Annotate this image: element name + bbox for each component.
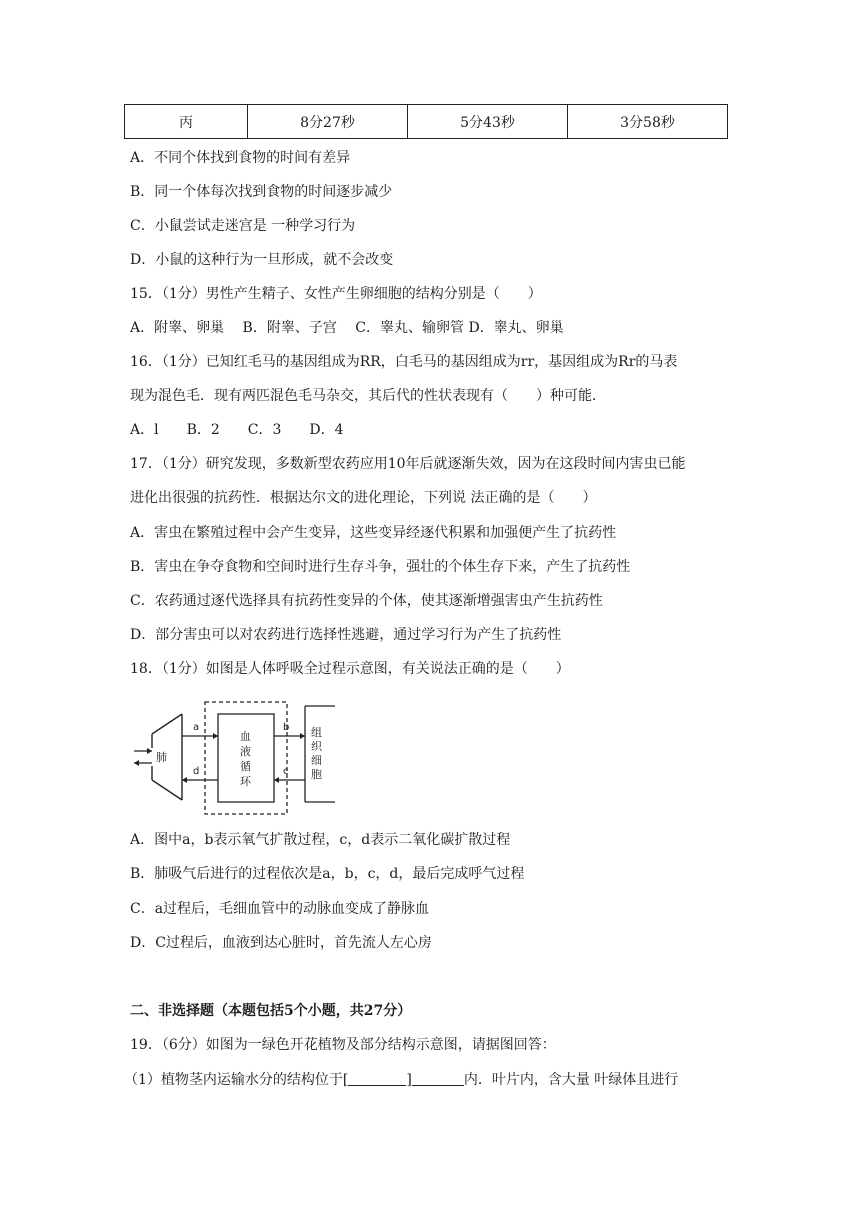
arrow-d: [182, 777, 218, 783]
arrow-c: [274, 777, 305, 783]
q15-stem: 15．（1分）男性产生精子、女性产生卵细胞的结构分别是（ ）: [130, 286, 542, 302]
q17-option-a: A．害虫在繁殖过程中会产生变异，这些变异经逐代积累和加强便产生了抗药性: [130, 525, 617, 541]
section-2-title: 二、非选择题（本题包括5个小题，共27分）: [130, 1003, 412, 1019]
q19-part1-text-a: （1）植物茎内运输水分的结构位于[: [124, 1072, 349, 1088]
table-cell-trial2: 5分43秒: [408, 105, 568, 139]
q16-stem-line2: 现为混色毛．现有两匹混色毛马杂交，其后代的性状表现有（ ）种可能．: [130, 388, 606, 404]
q17-option-b: B．害虫在争夺食物和空间时进行生存斗争，强壮的个体生存下来，产生了抗药性: [130, 559, 631, 575]
airway-arrows: [134, 748, 152, 766]
arrow-a: [182, 733, 218, 739]
respiration-diagram: [130, 690, 345, 824]
q18-option-d: D．C过程后，血液到达心脏时，首先流人左心房: [130, 935, 432, 951]
q14-option-d: D．小鼠的这种行为一旦形成，就不会改变: [130, 252, 394, 268]
arrow-label-a: a: [193, 722, 200, 733]
blood-label-2: 液: [240, 745, 251, 758]
arrow-label-d: d: [193, 766, 200, 777]
table-row: [125, 105, 728, 139]
lung-label: 肺: [156, 751, 167, 764]
q19-stem: 19．（6分）如图为一绿色开花植物及部分结构示意图，请据图回答：: [130, 1037, 556, 1053]
q17-stem-line1: 17．（1分）研究发现，多数新型农药应用10年后就逐渐失效，因为在这段时间内害虫已能: [130, 456, 686, 472]
blood-circulation-box: [218, 714, 274, 802]
results-table: [124, 104, 728, 139]
dashed-boundary: [205, 702, 290, 814]
blood-label-4: 环: [240, 775, 251, 788]
q17-stem-line2: 进化出很强的抗药性．根据达尔文的进化理论，下列说 法正确的是（ ）: [130, 490, 597, 506]
arrow-label-c: c: [283, 766, 289, 777]
tissue-label-4: 胞: [311, 768, 322, 781]
q18-option-a: A．图中a，b表示氧气扩散过程，c，d表示二氧化碳扩散过程: [130, 832, 511, 848]
answer-blank-1[interactable]: [348, 1071, 406, 1086]
q16-stem-line1: 16．（1分）已知红毛马的基因组成为RR，白毛马的基因组成为rr，基因组成为Rr的马表: [130, 354, 678, 370]
q19-part1-text-c: 内．叶片内，含大量 叶绿体且进行: [463, 1072, 679, 1088]
table-cell-trial3: 3分58秒: [568, 105, 728, 139]
answer-blank-2[interactable]: [412, 1071, 464, 1086]
q18-option-c: C．a过程后，毛细血管中的动脉血变成了静脉血: [130, 901, 430, 917]
blood-label-1: 血: [240, 730, 251, 743]
tissue-label-3: 细: [311, 754, 322, 767]
blood-label-3: 循: [240, 760, 251, 773]
q16-options: A．l B．2 C．3 D．4: [130, 422, 344, 438]
q18-stem: 18．（1分）如图是人体呼吸全过程示意图，有关说法正确的是（ ）: [130, 661, 570, 677]
q19-part1: [124, 1071, 678, 1089]
q18-option-b: B．肺吸气后进行的过程依次是a，b，c，d，最后完成呼气过程: [130, 866, 525, 882]
table-cell-group: 丙: [125, 105, 248, 139]
q19-part1-text-b: ]: [406, 1072, 412, 1088]
table-cell-trial1: 8分27秒: [248, 105, 408, 139]
q15-options: A．附睾、卵巢 B．附睾、子宫 C．睾丸、输卵管 D．睾丸、卵巢: [130, 320, 564, 336]
arrow-label-b: b: [283, 722, 290, 733]
tissue-label-1: 组: [311, 726, 322, 739]
q17-option-d: D．部分害虫可以对农药进行选择性逃避，通过学习行为产生了抗药性: [130, 627, 562, 643]
tissue-label-2: 织: [311, 740, 322, 753]
q17-option-c: C．农药通过逐代选择具有抗药性变异的个体，使其逐渐增强害虫产生抗药性: [130, 593, 603, 609]
q14-option-c: C．小鼠尝试走迷宫是 一种学习行为: [130, 218, 356, 234]
q14-option-a: A．不同个体找到食物的时间有差异: [130, 150, 351, 166]
q14-option-b: B．同一个体每次找到食物的时间逐步减少: [130, 184, 393, 200]
arrow-b: [274, 733, 305, 739]
